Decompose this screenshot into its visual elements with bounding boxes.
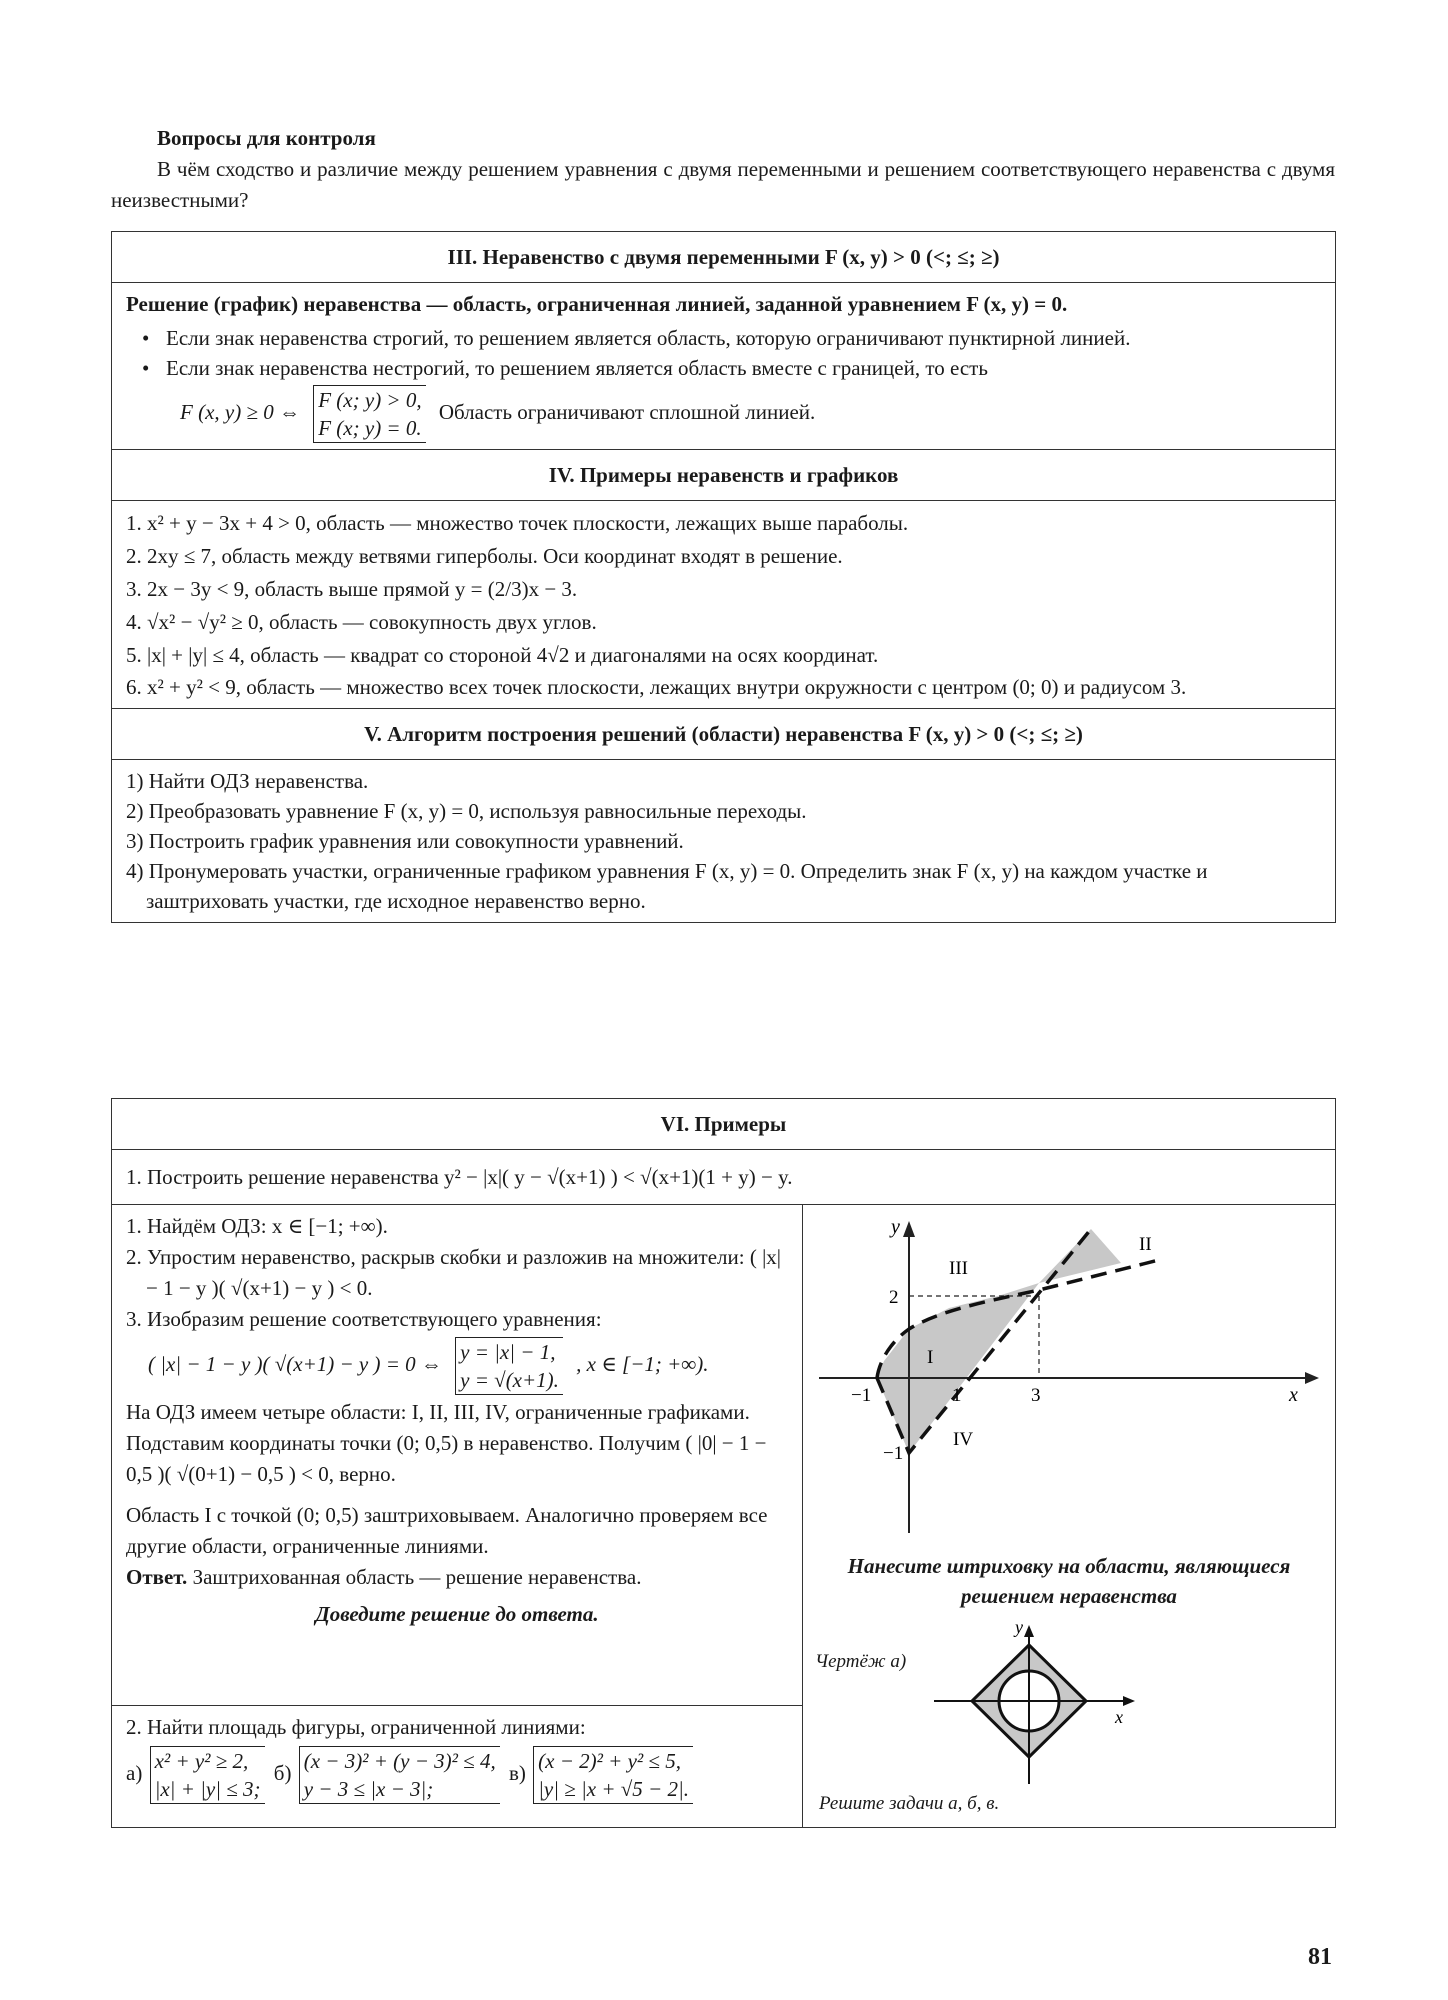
finish-note: Доведите решение до ответа. [315,1602,599,1626]
section4-body [112,501,1336,709]
example-3: 3. 2x − 3y < 9, область выше прямой y = (2/3)x − 3. [126,577,578,601]
section4-title: IV. Примеры неравенств и графиков [112,450,1336,501]
solve-note: Решите задачи а, б, в. [819,1793,1000,1814]
examples-table [111,1098,1336,1828]
task2-systems: а) x² + y² ≥ 2, |x| + |y| ≤ 3; б) (x − 3)² + (y − 3)² ≤ 4, y − 3 ≤ |x − 3|; в) (x − 2)² + y² ≤ 5, |y| ≥ |x + √5 − 2|. [126,1746,788,1804]
solution-graph [809,1213,1329,1543]
sketch-y-arrow [1024,1625,1034,1637]
sketch-y-label: y [1015,1619,1023,1637]
section3-formula: F (x, y) ≥ 0 ⇔ F (x; y) > 0, F (x; y) = 0. Область ограничивают сплошной линией. [126,385,1321,443]
section6-title: VI. Примеры [112,1099,1336,1150]
control-question: В чём сходство и различие между решением уравнения с двумя переменными и решением соответствующего неравенства с двумя неизвестными? [111,157,1335,212]
x-axis-arrow [1305,1372,1319,1384]
shade-text: Область I с точкой (0; 0,5) заштриховываем. Аналогично проверяем все другие области, ограниченные линиями. [126,1503,768,1558]
region-II-label: II [1139,1234,1152,1255]
sketch-x-arrow [1123,1696,1135,1706]
page-number: 81 [1308,1944,1332,1970]
y-axis-label: y [891,1216,900,1238]
system-b: (x − 3)² + (y − 3)² ≤ 4, y − 3 ≤ |x − 3|; [299,1746,500,1804]
sketch-a [809,1619,1329,1819]
equation-cases: y = |x| − 1, y = √(x+1). [455,1337,563,1395]
solution-step-1: 1. Найдём ОДЗ: x ∈ [−1; +∞). [126,1214,388,1238]
formula-cases: F (x; y) > 0, F (x; y) = 0. [313,385,425,443]
algo-step-3: 3) Построить график уравнения или совокупности уравнений. [126,829,684,853]
tick-1: 1 [952,1385,962,1406]
solution-step-3: 3. Изобразим решение соответствующего уравнения: [126,1307,602,1331]
algo-step-1: 1) Найти ОДЗ неравенства. [126,769,369,793]
section3-title: III. Неравенство с двумя переменными F (x, y) > 0 (<; ≤; ≥) [112,232,1336,283]
solution-cell [112,1205,803,1706]
regions-text: На ОДЗ имеем четыре области: I, II, III, IV, ограниченные графиками. Подставим координаты точки (0; 0,5) в неравенство. Получим ( |0| − 1 − 0,5 )( √(0+1) − 0,5 ) < 0, верно. [126,1400,767,1486]
system-a: x² + y² ≥ 2, |x| + |y| ≤ 3; [150,1746,265,1804]
theory-table [111,231,1336,923]
task2-title: 2. Найти площадь фигуры, ограниченной линиями: [126,1715,586,1740]
region-IV-label: IV [953,1429,974,1450]
sketch-label: Чертёж а) [815,1651,907,1672]
example-4: 4. √x² − √y² ≥ 0, область — совокупность двух углов. [126,610,597,634]
sketch-a-drawing [929,1619,1229,1799]
algo-step-4: 4) Пронумеровать участки, ограниченные графиком уравнения F (x, y) = 0. Определить знак F (x, y) на каждом участке и заштриховать участки, где исходное неравенство верно. [126,859,1208,913]
section5-title: V. Алгоритм построения решений (области) неравенства F (x, y) > 0 (<; ≤; ≥) [112,709,1336,760]
sketch-x-label: x [1115,1707,1123,1727]
section3-bullet-strict: • Если знак неравенства строгий, то решением является область, которую ограничивают пунктирной линией. [126,323,1321,353]
answer: Ответ. Заштрихованная область — решение неравенства. [126,1565,642,1589]
region-I-label: I [927,1347,934,1368]
task2-cell [112,1706,803,1828]
tick-2: 2 [889,1287,899,1308]
section3-bullet-nonstrict: • Если знак неравенства нестрогий, то решением является область вместе с границей, то есть [126,353,1321,383]
control-title: Вопросы для контроля [157,126,376,150]
system-c: (x − 2)² + y² ≤ 5, |y| ≥ |x + √5 − 2|. [533,1746,693,1804]
solution-equation: ( |x| − 1 − y )( √(x+1) − y ) = 0 ⇔ y = |x| − 1, y = √(x+1). , x ∈ [−1; +∞). [126,1337,788,1395]
graph-cell [803,1205,1336,1828]
task1: 1. Построить решение неравенства y² − |x|( y − √(x+1) ) < √(x+1)(1 + y) − y. [112,1150,1336,1205]
example-2: 2. 2xy ≤ 7, область между ветвями гиперболы. Оси координат входят в решение. [126,544,843,568]
algo-step-2: 2) Преобразовать уравнение F (x, y) = 0, используя равносильные переходы. [126,799,807,823]
example-5: 5. |x| + |y| ≤ 4, область — квадрат со стороной 4√2 и диагоналями на осях координат. [126,643,879,667]
x-axis-label: x [1289,1384,1298,1406]
section5-body [112,760,1336,923]
graph-caption: Нанесите штриховку на области, являющиеся решением неравенства [847,1554,1291,1608]
tick-3: 3 [1031,1385,1041,1406]
tick-minus1-x: −1 [851,1385,872,1406]
region-III-label: III [949,1258,968,1279]
tick-minus1-y: −1 [883,1443,904,1464]
section3-body [112,283,1336,450]
solution-step-2: 2. Упростим неравенство, раскрыв скобки и разложив на множители: ( |x| − 1 − y )( √(x+1) − y ) < 0. [126,1245,781,1300]
example-1: 1. x² + y − 3x + 4 > 0, область — множество точек плоскости, лежащих выше параболы. [126,511,909,535]
region-II-shading [1039,1229,1121,1283]
y-axis-arrow [903,1221,915,1237]
section3-intro: Решение (график) неравенства — область, ограниченная линией, заданной уравнением F (x, y) = 0. [126,292,1068,316]
example-6: 6. x² + y² < 9, область — множество всех точек плоскости, лежащих внутри окружности с центром (0; 0) и радиусом 3. [126,675,1187,699]
